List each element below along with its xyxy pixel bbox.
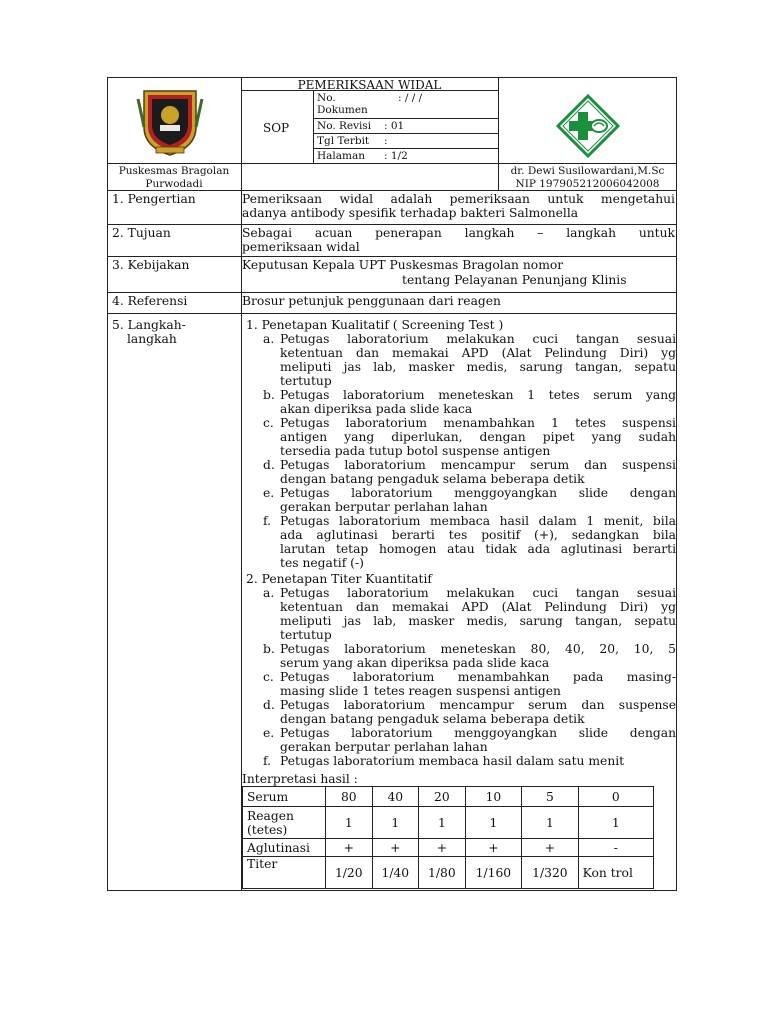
revision-value: : 01 bbox=[384, 120, 405, 132]
step-letter: c. bbox=[263, 670, 274, 684]
step-text-line: gerakan berputar perlahan lahan bbox=[280, 500, 488, 514]
row-label: Reagen (tetes) bbox=[243, 807, 326, 839]
step-text-line: Petugas laboratorium melakukan cuci tangan sesuai bbox=[280, 332, 676, 346]
step-text-line: Petugas laboratorium menambahkan pada masing- bbox=[280, 670, 676, 684]
step-text-line: gerakan berputar perlahan lahan bbox=[280, 740, 488, 754]
table-cell: - bbox=[578, 839, 653, 857]
table-cell: + bbox=[372, 839, 419, 857]
step-letter: f. bbox=[263, 514, 272, 528]
step-item bbox=[263, 514, 676, 570]
regency-emblem-logo bbox=[134, 87, 206, 157]
section-label-langkah-2: langkah bbox=[127, 332, 177, 346]
table-cell: 10 bbox=[465, 787, 522, 807]
section-label-pengertian: 1. Pengertian bbox=[112, 192, 196, 206]
section-label-referensi: 4. Referensi bbox=[112, 294, 188, 308]
table-cell: 1/20 bbox=[326, 857, 373, 889]
org-name: Puskesmas Bragolan bbox=[118, 165, 230, 177]
step-text-line: ada aglutinasi berarti tes positif (+), sedangkan bila bbox=[280, 528, 676, 542]
step-item bbox=[263, 586, 676, 642]
rule bbox=[313, 90, 314, 163]
table-row bbox=[243, 787, 654, 807]
step-item bbox=[263, 754, 676, 768]
sop-label: SOP bbox=[263, 121, 290, 135]
kebijakan-text-1: Keputusan Kepala UPT Puskesmas Bragolan nomor bbox=[242, 258, 564, 272]
table-cell: 1 bbox=[465, 807, 522, 839]
rule bbox=[107, 224, 677, 225]
interpretation-table bbox=[242, 786, 654, 889]
step-text-line: Petugas laboratorium membaca hasil dalam 1 menit, bila bbox=[280, 514, 676, 528]
table-cell: 1 bbox=[578, 807, 653, 839]
table-cell: 1/40 bbox=[372, 857, 419, 889]
step-text-line: meliputi jas lab, masker medis, sarung tangan, sepatu bbox=[280, 360, 676, 374]
table-cell: 1 bbox=[372, 807, 419, 839]
pengertian-text-2: adanya antibody spesifik terhadap bakteri Salmonella bbox=[242, 206, 579, 220]
rule bbox=[107, 256, 677, 257]
step-letter: b. bbox=[263, 388, 275, 402]
issue-date-value: : bbox=[384, 135, 388, 147]
row-label: Titer bbox=[243, 857, 326, 889]
step-item bbox=[263, 332, 676, 388]
table-row bbox=[243, 857, 654, 889]
rule bbox=[313, 118, 498, 119]
step-text-line: Petugas laboratorium meneteskan 1 tetes serum yang bbox=[280, 388, 676, 402]
table-cell: 5 bbox=[522, 787, 579, 807]
step-text-line: Petugas laboratorium meneteskan 80, 40, 20, 10, 5 bbox=[280, 642, 676, 656]
step-text-line: Petugas laboratorium melakukan cuci tangan sesuai bbox=[280, 586, 676, 600]
step-item bbox=[263, 726, 676, 754]
doc-number-label: No. bbox=[317, 92, 336, 104]
document-title: PEMERIKSAAN WIDAL bbox=[297, 78, 442, 92]
table-cell: 0 bbox=[578, 787, 653, 807]
step-text-line: Petugas laboratorium membaca hasil dalam satu menit bbox=[280, 754, 625, 768]
step-item bbox=[263, 416, 676, 458]
table-cell: 1 bbox=[522, 807, 579, 839]
step-item bbox=[263, 698, 676, 726]
signer-name: dr. Dewi Susilowardani,M.Sc bbox=[510, 165, 665, 177]
page-value: : 1/2 bbox=[384, 150, 408, 162]
referensi-text: Brosur petunjuk penggunaan dari reagen bbox=[242, 294, 501, 308]
step-text-line: Petugas laboratorium mencampur serum dan suspense bbox=[280, 698, 676, 712]
step-text-line: Petugas laboratorium mencampur serum dan suspensi bbox=[280, 458, 676, 472]
rule bbox=[313, 148, 498, 149]
step-text-line: ketentuan dan memakai APD (Alat Pelindung Diri) yg bbox=[280, 346, 676, 360]
table-cell: 20 bbox=[419, 787, 466, 807]
doc-number-label-2: Dokumen bbox=[317, 104, 368, 116]
row-label: Serum bbox=[243, 787, 326, 807]
table-cell: Kon trol bbox=[578, 857, 653, 889]
step-item bbox=[263, 388, 676, 416]
step-letter: a. bbox=[263, 332, 275, 346]
step-letter: e. bbox=[263, 726, 275, 740]
table-cell: 1/80 bbox=[419, 857, 466, 889]
step-text-line: larutan tetap homogen atau tidak ada aglutinasi berarti bbox=[280, 542, 676, 556]
table-cell: 1 bbox=[326, 807, 373, 839]
step-text-line: meliputi jas lab, masker medis, sarung tangan, sepatu bbox=[280, 614, 676, 628]
step-text-line: tersedia pada tutup botol suspense antigen bbox=[280, 444, 551, 458]
table-cell: + bbox=[465, 839, 522, 857]
step-text-line: Petugas laboratorium menggoyangkan slide dengan bbox=[280, 726, 676, 740]
table-cell: 40 bbox=[372, 787, 419, 807]
pengertian-text-1: Pemeriksaan widal adalah pemeriksaan untuk mengetahui bbox=[242, 192, 675, 206]
part1-title: 1. Penetapan Kualitatif ( Screening Test ) bbox=[246, 318, 504, 332]
step-letter: d. bbox=[263, 698, 275, 712]
step-text-line: serum yang akan diperiksa pada slide kaca bbox=[280, 656, 550, 670]
row-label: Aglutinasi bbox=[243, 839, 326, 857]
step-letter: b. bbox=[263, 642, 275, 656]
org-city: Purwodadi bbox=[145, 178, 203, 190]
step-text-line: akan diperiksa pada slide kaca bbox=[280, 402, 473, 416]
step-letter: d. bbox=[263, 458, 275, 472]
issue-date-label: Tgl Terbit bbox=[317, 135, 370, 147]
table-cell: + bbox=[522, 839, 579, 857]
puskesmas-logo bbox=[556, 94, 620, 158]
section-label-tujuan: 2. Tujuan bbox=[112, 226, 171, 240]
step-item bbox=[263, 642, 676, 670]
step-item bbox=[263, 458, 676, 486]
section-label-kebijakan: 3. Kebijakan bbox=[112, 258, 190, 272]
revision-label: No. Revisi bbox=[317, 120, 372, 132]
signer-nip: NIP 197905212006042008 bbox=[515, 178, 660, 190]
table-cell: + bbox=[419, 839, 466, 857]
step-letter: c. bbox=[263, 416, 274, 430]
rule bbox=[107, 292, 677, 293]
step-letter: a. bbox=[263, 586, 275, 600]
rule bbox=[107, 313, 677, 314]
step-text-line: ketentuan dan memakai APD (Alat Pelindung Diri) yg bbox=[280, 600, 676, 614]
table-row bbox=[243, 807, 654, 839]
step-letter: e. bbox=[263, 486, 275, 500]
part2-title: 2. Penetapan Titer Kuantitatif bbox=[246, 572, 432, 586]
tujuan-text-2: pemeriksaan widal bbox=[242, 240, 360, 254]
step-text-line: tertutup bbox=[280, 628, 332, 642]
step-item bbox=[263, 486, 676, 514]
table-cell: 1 bbox=[419, 807, 466, 839]
step-text-line: tertutup bbox=[280, 374, 332, 388]
rule bbox=[313, 133, 498, 134]
step-text-line: antigen yang diperlukan, dengan pipet yang sudah bbox=[280, 430, 676, 444]
table-cell: 1/160 bbox=[465, 857, 522, 889]
kebijakan-text-2: tentang Pelayanan Penunjang Klinis bbox=[402, 273, 627, 287]
step-text-line: Petugas laboratorium menambahkan 1 tetes suspensi bbox=[280, 416, 676, 430]
doc-number-value: : / / / bbox=[398, 92, 423, 104]
step-text-line: masing slide 1 tetes reagen suspensi antigen bbox=[280, 684, 561, 698]
step-text-line: dengan batang pengaduk selama beberapa detik bbox=[280, 712, 585, 726]
page-label: Halaman bbox=[317, 150, 366, 162]
step-text-line: tes negatif (-) bbox=[280, 556, 364, 570]
tujuan-text-1: Sebagai acuan penerapan langkah – langkah untuk bbox=[242, 226, 675, 240]
step-text-line: dengan batang pengaduk selama beberapa detik bbox=[280, 472, 585, 486]
step-letter: f. bbox=[263, 754, 272, 768]
rule bbox=[107, 163, 677, 164]
step-item bbox=[263, 670, 676, 698]
section-label-langkah: 5. Langkah- bbox=[112, 318, 186, 332]
table-cell: 1/320 bbox=[522, 857, 579, 889]
table-cell: 80 bbox=[326, 787, 373, 807]
interpretasi-label: Interpretasi hasil : bbox=[242, 772, 358, 786]
table-cell: + bbox=[326, 839, 373, 857]
table-row bbox=[243, 839, 654, 857]
step-text-line: Petugas laboratorium menggoyangkan slide dengan bbox=[280, 486, 676, 500]
